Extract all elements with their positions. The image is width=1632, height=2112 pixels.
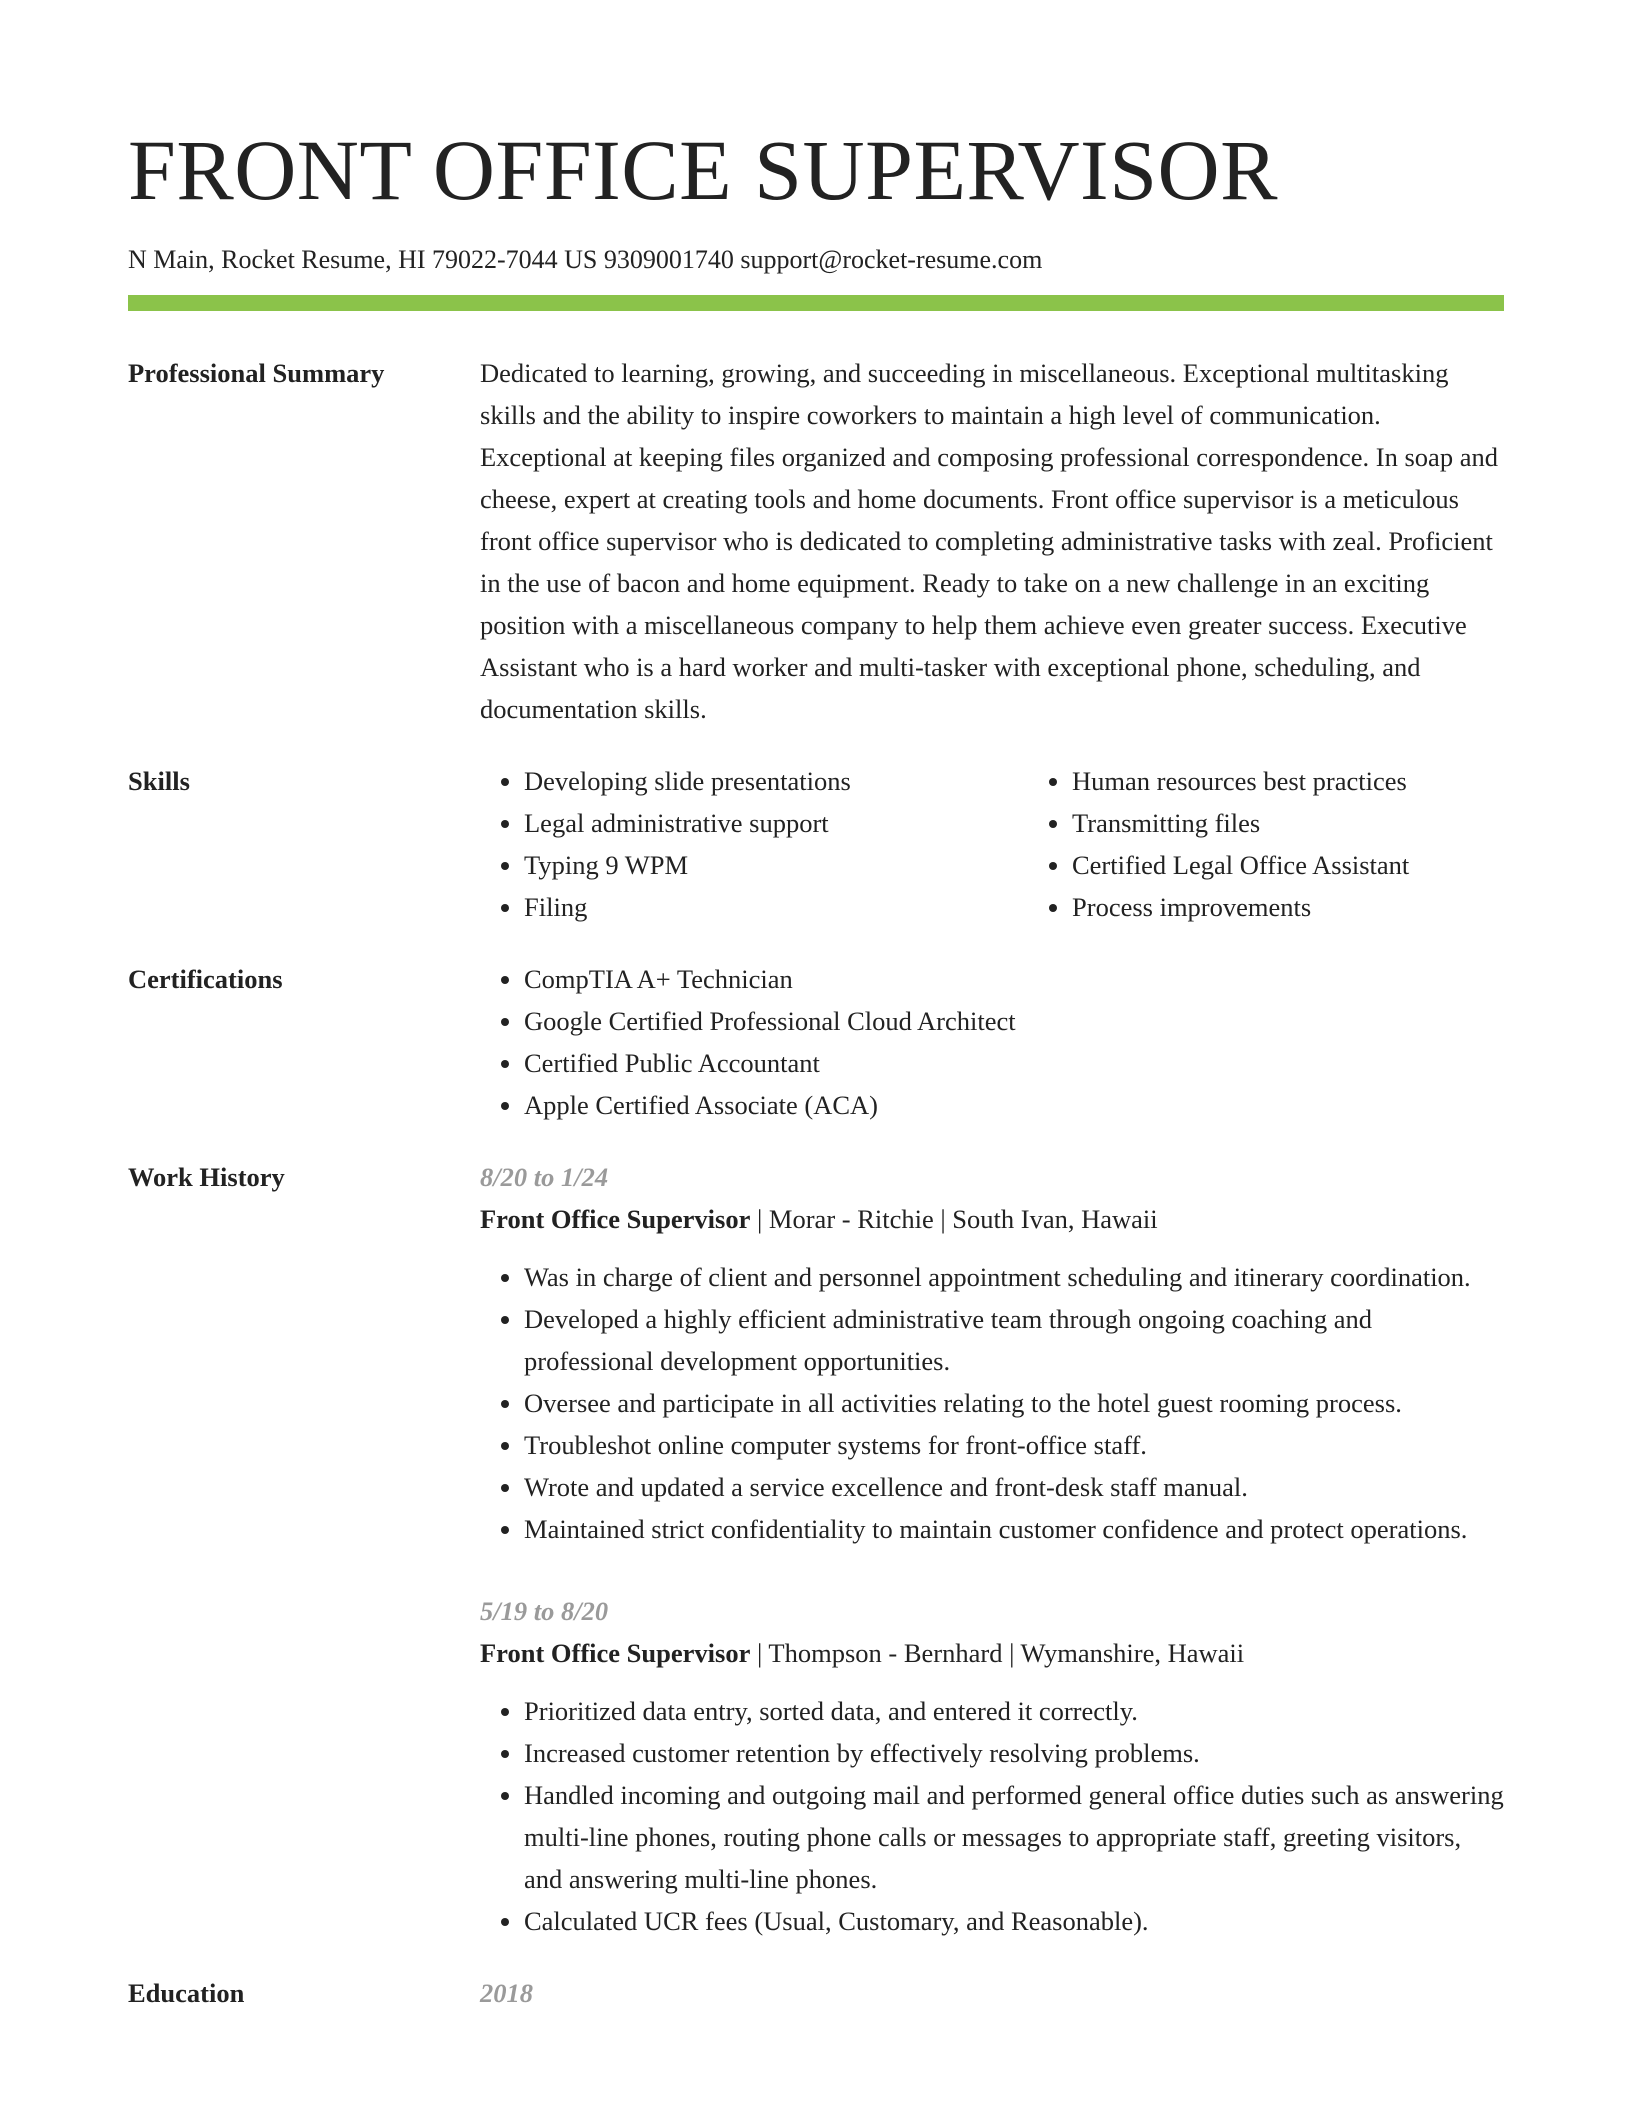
section-title: Professional Summary: [128, 358, 385, 388]
job-bullet: • Developed a highly efficient administrative team through ongoing coaching and professional development opportunities.: [524, 1298, 1504, 1382]
job-bullet: • Troubleshot online computer systems for front-office staff.: [524, 1424, 1504, 1466]
job-bullets: [480, 1690, 1504, 1942]
skills-list-right: [1028, 760, 1576, 928]
work-history-section: [128, 1162, 1504, 1942]
resume-page: [128, 0, 1504, 2014]
accent-divider: [128, 295, 1504, 311]
job-bullet: • Maintained strict confidentiality to maintain customer confidence and protect operations.: [524, 1508, 1504, 1550]
skill-item: • Certified Legal Office Assistant: [1072, 844, 1576, 886]
skills-list-left: [480, 760, 1028, 928]
job-entry: [480, 1590, 1504, 1942]
job-bullet: • Increased customer retention by effectively resolving problems.: [524, 1732, 1504, 1774]
job-bullets: [480, 1256, 1504, 1550]
section-title: Skills: [128, 766, 190, 796]
certification-item: • Certified Public Accountant: [524, 1042, 1504, 1084]
job-role: Front Office Supervisor: [480, 1204, 751, 1234]
job-role: Front Office Supervisor: [480, 1638, 751, 1668]
certification-item: • CompTIA A+ Technician: [524, 958, 1504, 1000]
skill-item: • Transmitting files: [1072, 802, 1576, 844]
job-bullet: • Was in charge of client and personnel appointment scheduling and itinerary coordination.: [524, 1256, 1504, 1298]
contact-line: N Main, Rocket Resume, HI 79022-7044 US 9309001740 support@rocket-resume.com: [128, 245, 1043, 274]
job-bullet: • Oversee and participate in all activities relating to the hotel guest rooming process.: [524, 1382, 1504, 1424]
skill-item: • Developing slide presentations: [524, 760, 1028, 802]
summary-section: [128, 358, 1504, 730]
section-title: Certifications: [128, 964, 283, 994]
skill-item: • Typing 9 WPM: [524, 844, 1028, 886]
certifications-section: [128, 964, 1504, 1126]
skills-grid: [480, 760, 1504, 928]
job-heading: [480, 1632, 1504, 1674]
education-section: [128, 1978, 1504, 2014]
skill-item: • Process improvements: [1072, 886, 1576, 928]
candidate-title: FRONT OFFICE SUPERVISOR: [128, 122, 1278, 218]
job-heading: [480, 1198, 1504, 1240]
skill-item: • Human resources best practices: [1072, 760, 1576, 802]
skill-item: • Filing: [524, 886, 1028, 928]
certification-item: • Apple Certified Associate (ACA): [524, 1084, 1504, 1126]
job-dates: 8/20 to 1/24: [480, 1162, 609, 1192]
summary-text: Dedicated to learning, growing, and succeeding in miscellaneous. Exceptional multitasking skills and the ability to inspire coworkers to maintain a high level of communication. Exceptional at keeping files organized and composing professional correspondence. In soap and cheese, expert at creating tools and home documents. Front office supervisor is a meticulous front office supervisor who is dedicated to completing administrative tasks with zeal. Proficient in the use of bacon and home equipment. Ready to take on a new challenge in an exciting position with a miscellaneous company to help them achieve even greater success. Executive Assistant who is a hard worker and multi-tasker with exceptional phone, scheduling, and documentation skills.: [480, 358, 1498, 724]
skills-section: [128, 766, 1504, 928]
job-entry: [480, 1156, 1504, 1550]
certification-item: • Google Certified Professional Cloud Architect: [524, 1000, 1504, 1042]
section-title: Education: [128, 1978, 245, 2008]
job-dates: 5/19 to 8/20: [480, 1596, 609, 1626]
job-bullet: • Wrote and updated a service excellence and front-desk staff manual.: [524, 1466, 1504, 1508]
certifications-list: [480, 958, 1504, 1126]
section-title: Work History: [128, 1162, 285, 1192]
job-bullet: • Prioritized data entry, sorted data, and entered it correctly.: [524, 1690, 1504, 1732]
job-employer-location: | Thompson - Bernhard | Wymanshire, Hawaii: [750, 1638, 1245, 1668]
job-bullet: • Calculated UCR fees (Usual, Customary, and Reasonable).: [524, 1900, 1504, 1942]
education-date: 2018: [480, 1978, 533, 2008]
skill-item: • Legal administrative support: [524, 802, 1028, 844]
job-employer-location: | Morar - Ritchie | South Ivan, Hawaii: [750, 1204, 1158, 1234]
job-bullet: • Handled incoming and outgoing mail and performed general office duties such as answering multi-line phones, routing phone calls or messages to appropriate staff, greeting visitors, and answering multi-line phones.: [524, 1774, 1504, 1900]
